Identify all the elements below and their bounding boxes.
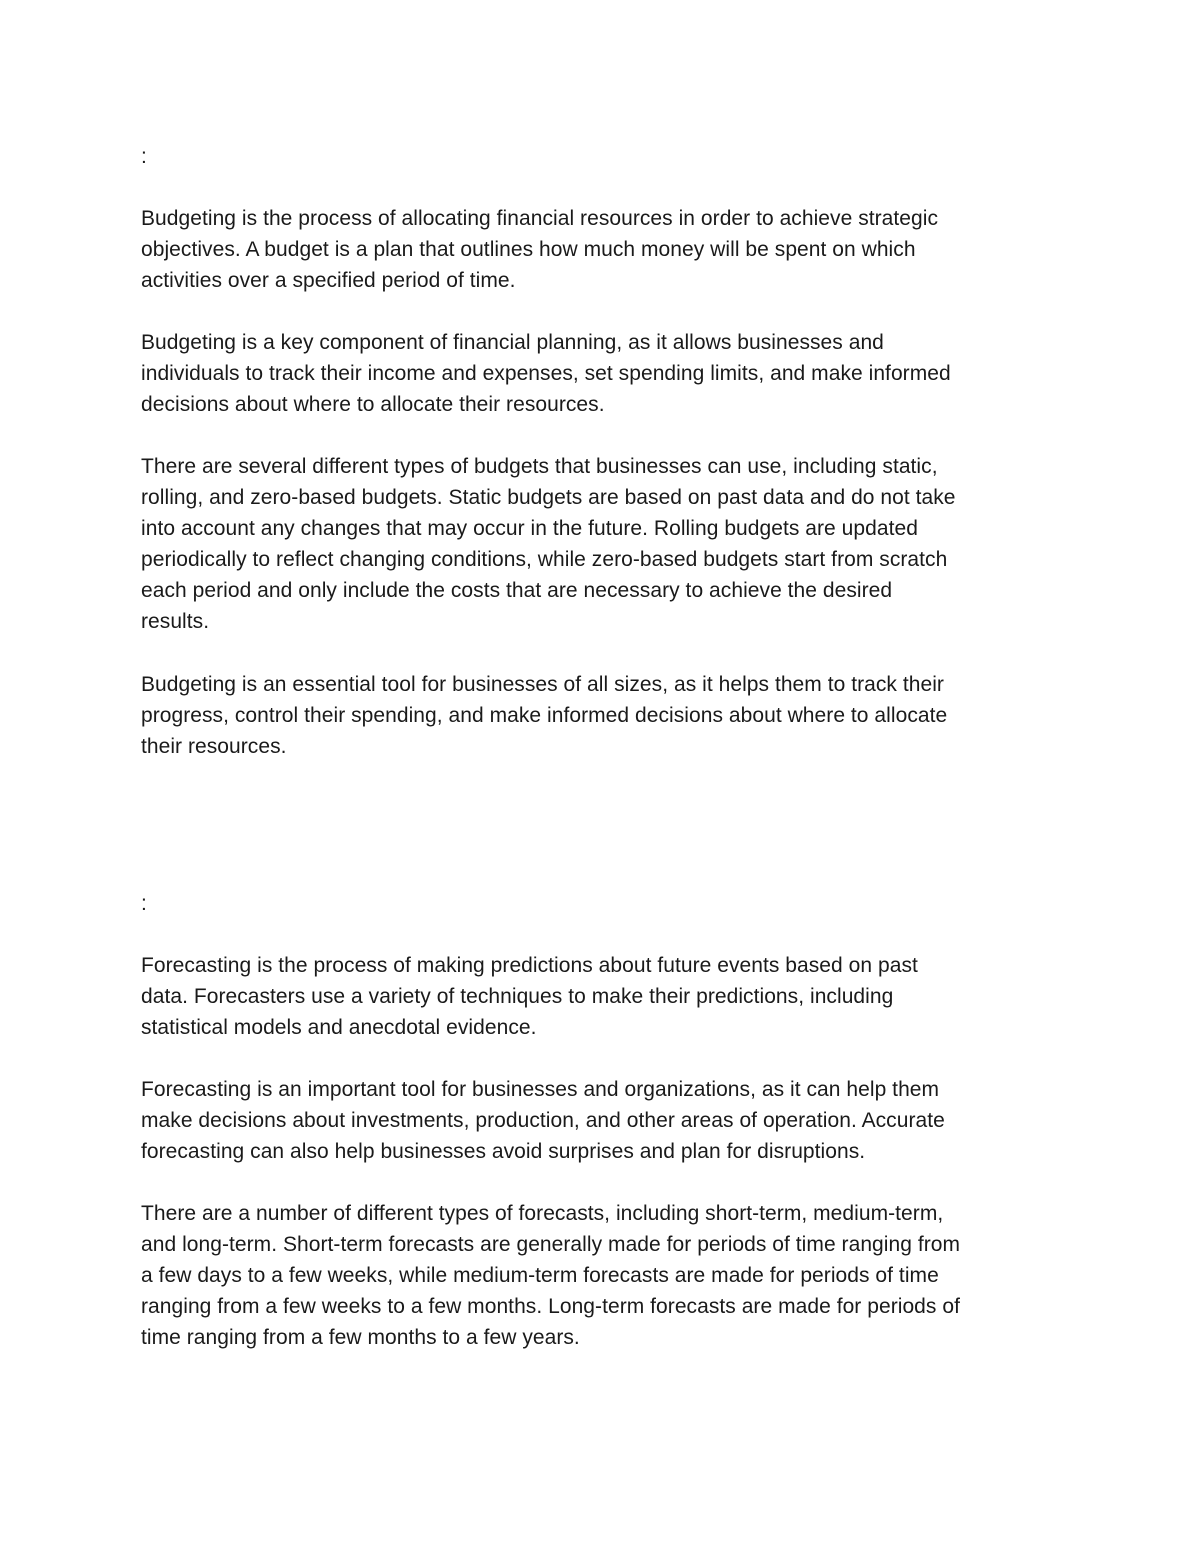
budgeting-paragraph-4 <box>141 669 1071 762</box>
paragraph-text: There are a number of different types of forecasts, including short-term, medium-term, and long-term. Short-term forecasts are generally made for periods of time ranging from a few days to a few weeks, while medium-term forecasts are made for periods of time ranging from a few weeks to a few months. Long-term forecasts are made for periods of time ranging from a few months to a few years. <box>141 1202 961 1350</box>
budgeting-paragraph-1 <box>141 203 1071 296</box>
paragraph-text: Budgeting is a key component of financial planning, as it allows businesses and individuals to track their income and expenses, set spending limits, and make informed decisions about where to allocate their resources. <box>141 331 951 417</box>
budgeting-paragraph-2 <box>141 327 1071 420</box>
paragraph-text: There are several different types of budgets that businesses can use, including static, rolling, and zero-based budgets. Static budgets are based on past data and do not take into account any changes that may occur in the future. Rolling budgets are updated periodically to reflect changing conditions, while zero-based budgets start from scratch each period and only include the costs that are necessary to achieve the desired results. <box>141 455 956 634</box>
paragraph-text: Forecasting is the process of making predictions about future events based on past data. Forecasters use a variety of techniques to make their predictions, including statistical models and anecdotal evidence. <box>141 954 918 1040</box>
forecasting-paragraph-1 <box>141 950 1071 1043</box>
paragraph-text: Budgeting is the process of allocating financial resources in order to achieve strategic objectives. A budget is a plan that outlines how much money will be spent on which activities over a specified period of time. <box>141 207 939 293</box>
section-1-heading: : <box>141 145 147 168</box>
budgeting-paragraph-3 <box>141 451 1071 638</box>
forecasting-paragraph-3 <box>141 1198 1071 1353</box>
paragraph-text: Budgeting is an essential tool for businesses of all sizes, as it helps them to track their progress, control their spending, and make informed decisions about where to allocate their resources. <box>141 673 948 759</box>
paragraph-text: Forecasting is an important tool for businesses and organizations, as it can help them make decisions about investments, production, and other areas of operation. Accurate forecasting can also help businesses avoid surprises and plan for disruptions. <box>141 1078 945 1164</box>
forecasting-paragraph-2 <box>141 1074 1071 1167</box>
section-2-heading: : <box>141 892 147 915</box>
